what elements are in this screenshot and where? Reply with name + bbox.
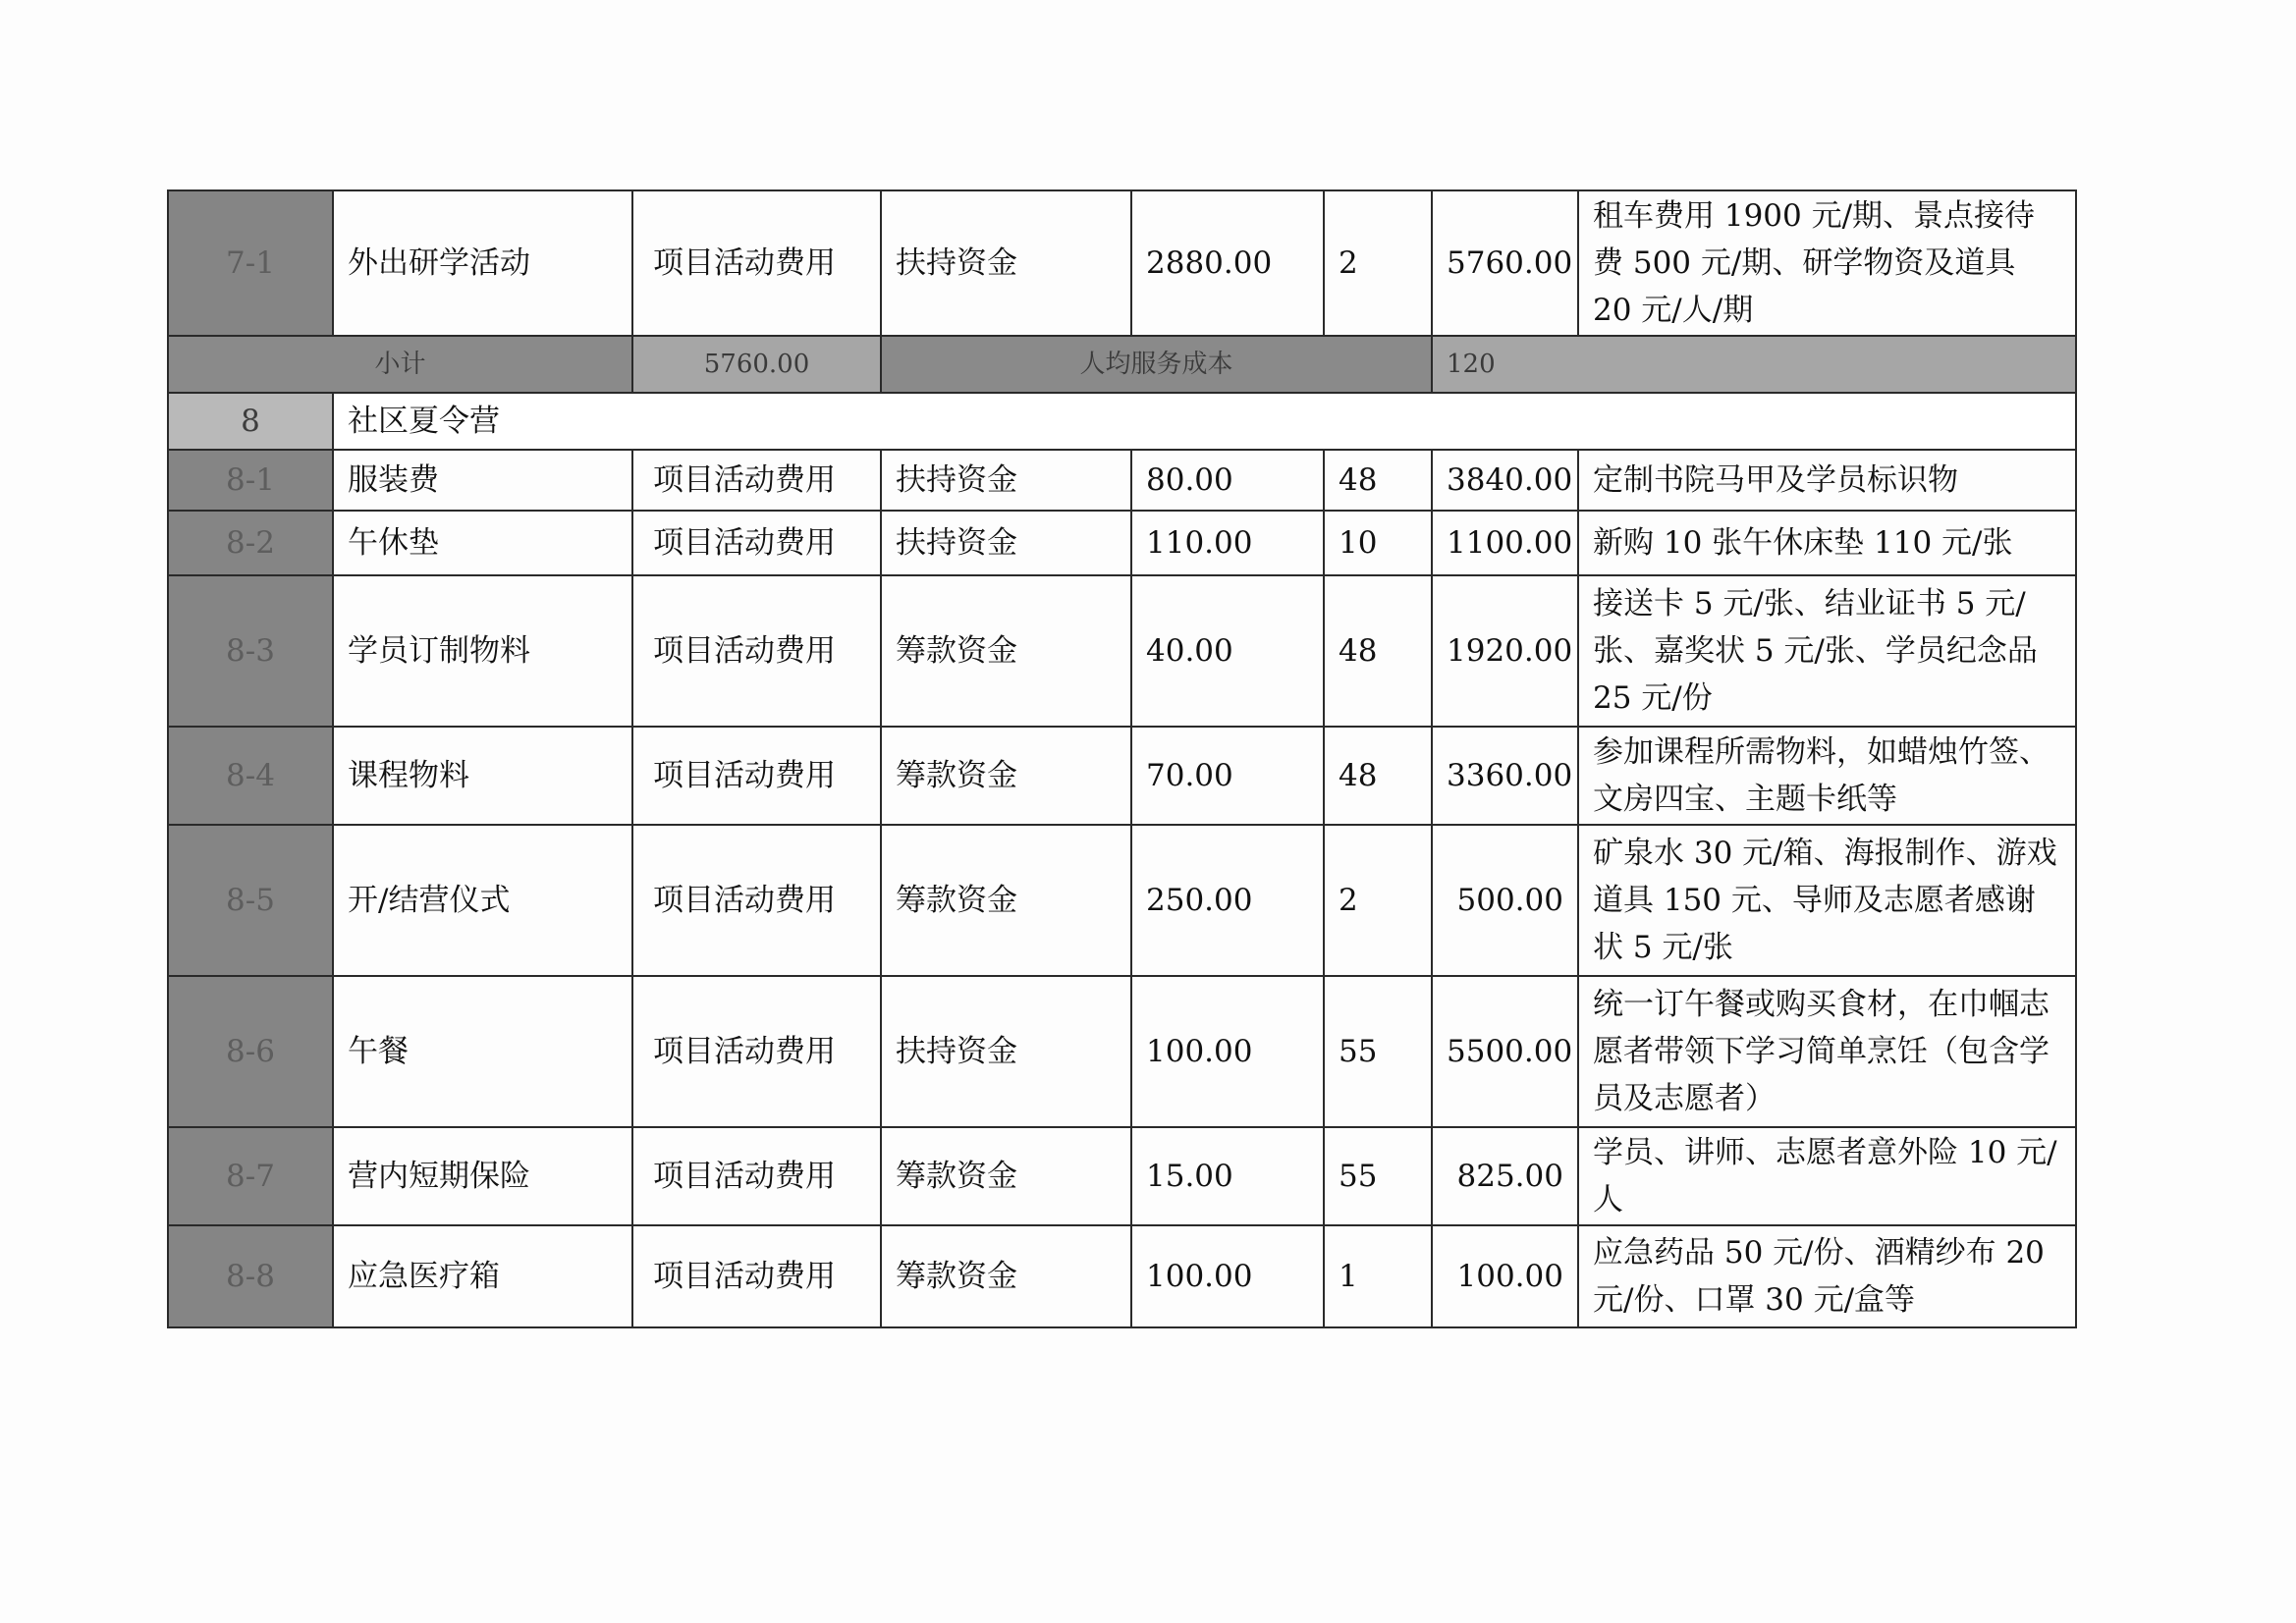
row-index: 8-7 [168,1127,333,1225]
item-note: 应急药品 50 元/份、酒精纱布 20 元/份、口罩 30 元/盒等 [1578,1225,2076,1327]
item-category: 项目活动费用 [632,825,881,976]
item-quantity: 1 [1324,1225,1432,1327]
item-note: 参加课程所需物料，如蜡烛竹签、文房四宝、主题卡纸等 [1578,727,2076,825]
item-total: 1920.00 [1432,575,1578,727]
item-name: 学员订制物料 [333,575,632,727]
item-name: 服装费 [333,450,632,511]
item-fund: 筹款资金 [881,1127,1131,1225]
item-fund: 筹款资金 [881,1225,1131,1327]
item-quantity: 48 [1324,727,1432,825]
section-title: 社区夏令营 [333,393,2076,450]
item-total: 1100.00 [1432,511,1578,575]
item-unit-price: 250.00 [1131,825,1324,976]
per-person-cost-label: 人均服务成本 [881,336,1432,393]
item-category: 项目活动费用 [632,575,881,727]
item-name: 外出研学活动 [333,190,632,336]
per-person-cost-value: 120 [1432,336,2076,393]
item-note: 定制书院马甲及学员标识物 [1578,450,2076,511]
item-name: 午休垫 [333,511,632,575]
item-note: 接送卡 5 元/张、结业证书 5 元/张、嘉奖状 5 元/张、学员纪念品 25 元/份 [1578,575,2076,727]
item-quantity: 2 [1324,190,1432,336]
item-unit-price: 100.00 [1131,976,1324,1127]
table-row [168,825,2076,976]
item-fund: 扶持资金 [881,511,1131,575]
item-note: 学员、讲师、志愿者意外险 10 元/人 [1578,1127,2076,1225]
table-row [168,1225,2076,1327]
row-index: 8-8 [168,1225,333,1327]
item-quantity: 55 [1324,976,1432,1127]
table-row [168,727,2076,825]
item-unit-price: 70.00 [1131,727,1324,825]
item-note: 矿泉水 30 元/箱、海报制作、游戏道具 150 元、导师及志愿者感谢状 5 元/张 [1578,825,2076,976]
table-row [168,190,2076,336]
item-quantity: 55 [1324,1127,1432,1225]
item-quantity: 48 [1324,575,1432,727]
item-quantity: 48 [1324,450,1432,511]
item-name: 营内短期保险 [333,1127,632,1225]
item-quantity: 2 [1324,825,1432,976]
item-category: 项目活动费用 [632,727,881,825]
item-category: 项目活动费用 [632,1225,881,1327]
item-unit-price: 40.00 [1131,575,1324,727]
item-quantity: 10 [1324,511,1432,575]
item-category: 项目活动费用 [632,450,881,511]
row-index: 8-5 [168,825,333,976]
row-index: 8-1 [168,450,333,511]
item-fund: 扶持资金 [881,976,1131,1127]
item-total: 3840.00 [1432,450,1578,511]
item-fund: 扶持资金 [881,450,1131,511]
item-category: 项目活动费用 [632,1127,881,1225]
section-row [168,393,2076,450]
item-name: 课程物料 [333,727,632,825]
item-unit-price: 80.00 [1131,450,1324,511]
item-fund: 筹款资金 [881,575,1131,727]
item-unit-price: 15.00 [1131,1127,1324,1225]
section-index: 8 [168,393,333,450]
item-unit-price: 100.00 [1131,1225,1324,1327]
item-note: 租车费用 1900 元/期、景点接待费 500 元/期、研学物资及道具 20 元/人/期 [1578,190,2076,336]
item-fund: 扶持资金 [881,190,1131,336]
item-total: 825.00 [1432,1127,1578,1225]
item-category: 项目活动费用 [632,190,881,336]
item-fund: 筹款资金 [881,825,1131,976]
table-row [168,1127,2076,1225]
table-row [168,450,2076,511]
table-row [168,976,2076,1127]
item-name: 开/结营仪式 [333,825,632,976]
row-index: 8-3 [168,575,333,727]
row-index: 8-2 [168,511,333,575]
item-total: 100.00 [1432,1225,1578,1327]
item-unit-price: 110.00 [1131,511,1324,575]
item-name: 应急医疗箱 [333,1225,632,1327]
item-fund: 筹款资金 [881,727,1131,825]
row-index: 8-4 [168,727,333,825]
budget-table [167,189,2077,1328]
item-note: 新购 10 张午休床垫 110 元/张 [1578,511,2076,575]
table-row [168,575,2076,727]
subtotal-row [168,336,2076,393]
row-index: 8-6 [168,976,333,1127]
item-category: 项目活动费用 [632,511,881,575]
row-index: 7-1 [168,190,333,336]
item-name: 午餐 [333,976,632,1127]
item-total: 5760.00 [1432,190,1578,336]
item-total: 3360.00 [1432,727,1578,825]
item-total: 5500.00 [1432,976,1578,1127]
item-note: 统一订午餐或购买食材，在巾帼志愿者带领下学习简单烹饪（包含学员及志愿者） [1578,976,2076,1127]
subtotal-amount: 5760.00 [632,336,881,393]
item-unit-price: 2880.00 [1131,190,1324,336]
item-total: 500.00 [1432,825,1578,976]
subtotal-label: 小计 [168,336,632,393]
table-row [168,511,2076,575]
item-category: 项目活动费用 [632,976,881,1127]
